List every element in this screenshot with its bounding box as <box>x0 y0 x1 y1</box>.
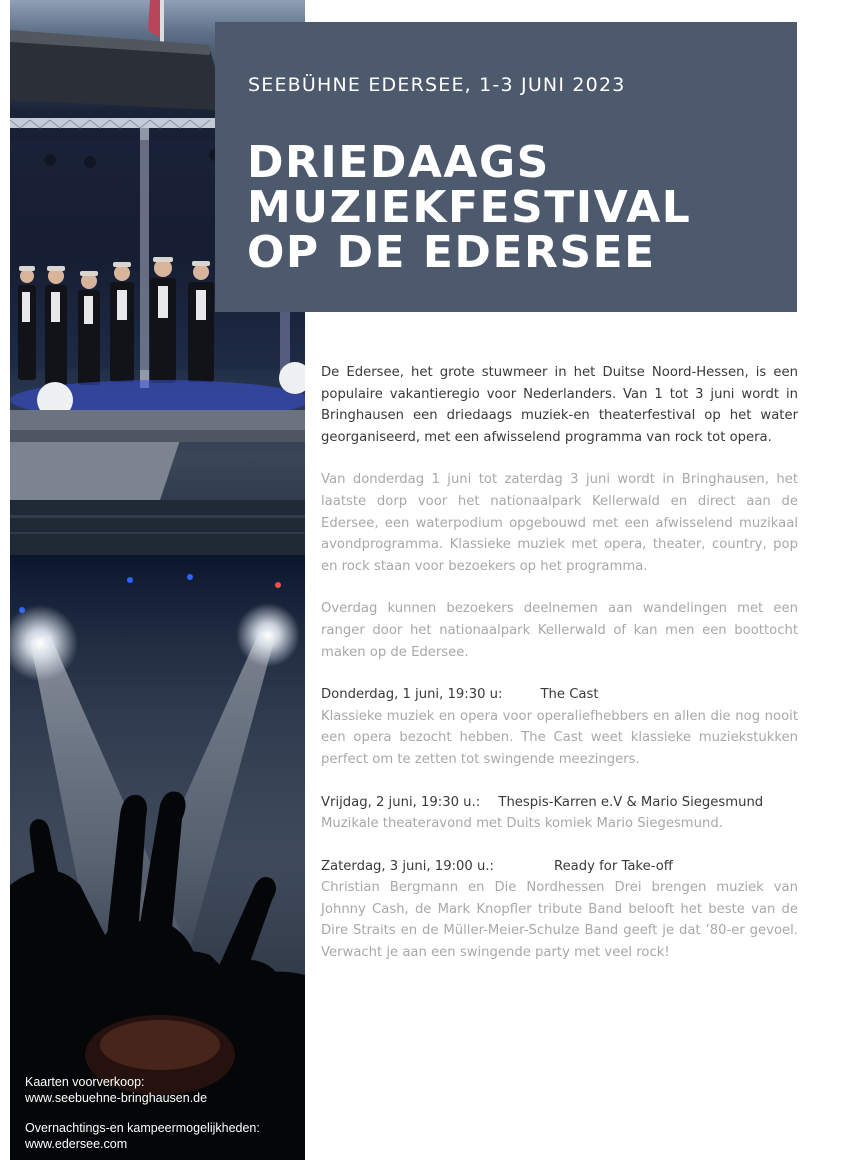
event-item <box>321 684 798 770</box>
event-date: Vrijdag, 2 juni, 19:30 u.: <box>321 794 481 810</box>
intro-paragraph: De Edersee, het grote stuwmeer in het Duitse Noord-Hessen, is een populaire vakantieregio voor Nederlanders. Van 1 tot 3 juni wordt in Bringhausen een driedaags muziek-en theaterfestival op het water georganiseerd, met een afwisselend programma van rock tot opera. <box>321 365 798 445</box>
body-paragraph: Van donderdag 1 juni tot zaterdag 3 juni wordt in Bringhausen, het laatste dorp voor het nationaalpark Kellerwald en direct aan de Edersee, een waterpodium opgebouwd met een afwisselend muzikaal avondprogramma. Klassieke muziek met opera, theater, country, pop en rock staan voor bezoekers op het programma. <box>321 472 798 574</box>
event-item <box>321 856 798 964</box>
event-subtitle: SEEBÜHNE EDERSEE, 1-3 JUNI 2023 <box>248 74 626 96</box>
concert-crowd-photo <box>10 555 305 1160</box>
body-paragraph: Overdag kunnen bezoekers deelnemen aan wandelingen met een ranger door het nationaalpark Kellerwald of kan men een boottocht maken op de Edersee. <box>321 601 798 660</box>
title-line: OP DE EDERSEE <box>247 227 656 278</box>
title-line: DRIEDAAGS <box>247 137 550 188</box>
presale-label: Kaarten voorverkoop: <box>25 1075 145 1089</box>
page-title <box>247 137 692 278</box>
event-heading <box>321 684 798 706</box>
event-item <box>321 792 798 835</box>
title-line: MUZIEKFESTIVAL <box>247 182 692 233</box>
event-date: Zaterdag, 3 juni, 19:00 u.: <box>321 858 494 874</box>
event-date: Donderdag, 1 juni, 19:30 u: <box>321 687 503 703</box>
event-act: Ready for Take-off <box>554 858 673 874</box>
event-act: The Cast <box>540 687 599 703</box>
event-heading <box>321 792 798 814</box>
stay-label: Overnachtings-en kampeermogelijkheden: <box>25 1121 260 1135</box>
header-box <box>215 22 797 312</box>
article-body <box>321 362 798 964</box>
event-heading <box>321 856 798 878</box>
presale-url[interactable]: www.seebuehne-bringhausen.de <box>25 1091 208 1105</box>
event-description: Christian Bergmann en Die Nordhessen Drei brengen muziek van Johnny Cash, de Mark Knopfler tribute Band belooft het beste van de Dire Straits en de Müller-Meier-Schulze Band geeft je dat ’80-er gevoel. Verwacht je aan een swingende party met veel rock! <box>321 880 798 961</box>
event-description: Muzikale theateravond met Duits komiek Mario Siegesmund. <box>321 816 723 832</box>
event-act: Thespis-Karren e.V & Mario Siegesmund <box>498 794 764 810</box>
stay-url[interactable]: www.edersee.com <box>25 1137 128 1151</box>
tickets-info <box>25 1074 300 1152</box>
event-description: Klassieke muziek en opera voor operaliefhebbers en allen die nog nooit een opera bezocht hebben. The Cast weet klassieke muziekstukken perfect om te zetten tot swingende meezingers. <box>321 708 798 767</box>
